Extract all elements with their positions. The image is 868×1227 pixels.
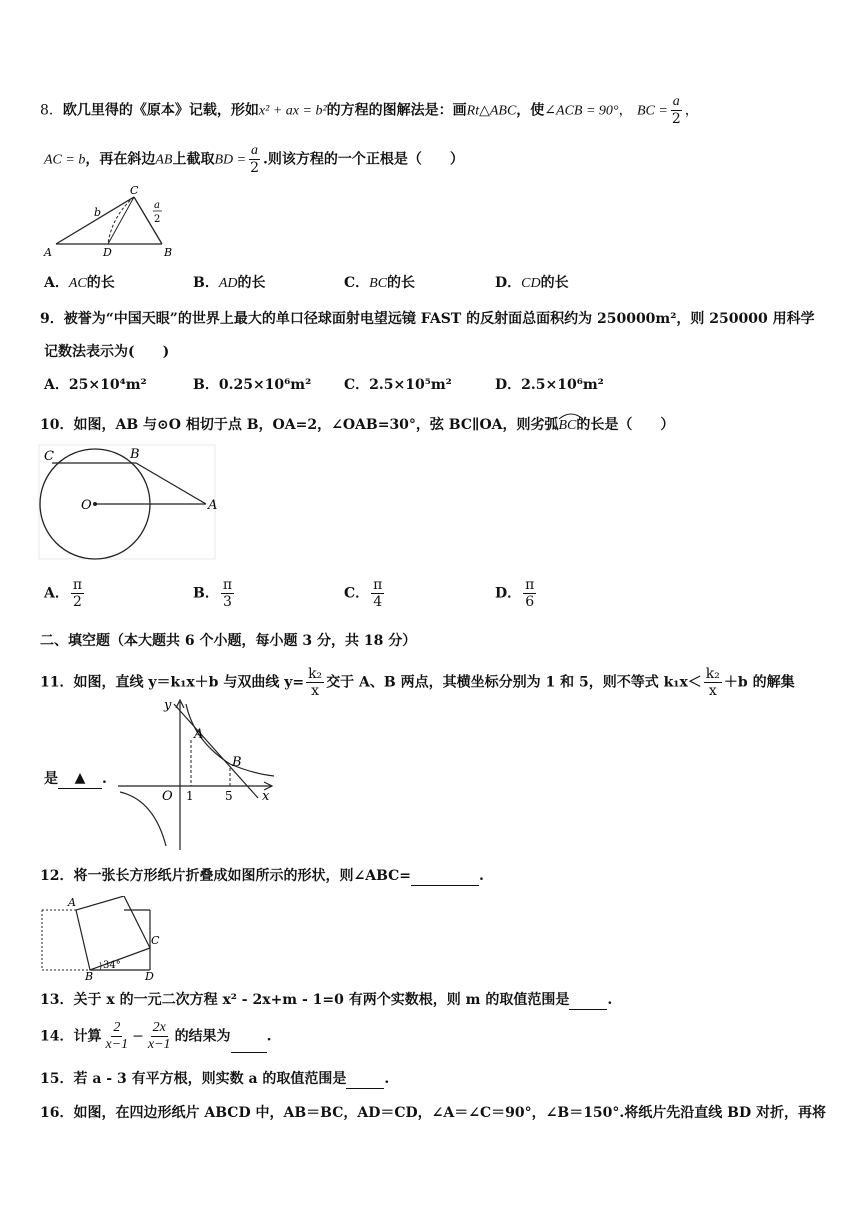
q11-line2: [44, 768, 107, 789]
q11-fraction-2: [704, 666, 722, 699]
q12-period: .: [479, 868, 484, 884]
q11-label-o: O: [162, 789, 173, 804]
q10-arc-mark: [558, 412, 584, 420]
q8-label-D: D: [103, 246, 112, 259]
q14-period: .: [266, 1028, 272, 1045]
q16-line: 16．如图，在四边形纸片 ABCD 中，AB＝BC，AD＝CD，∠A＝∠C＝90°，∠B＝150°.将纸片先沿直线 BD 对折，再将: [40, 1105, 827, 1121]
q8-option-d-text: 的长: [540, 275, 569, 291]
q14-answer-blank[interactable]: [231, 1036, 267, 1053]
q10-label-a: A: [208, 498, 218, 513]
q10-frame: [39, 445, 218, 559]
q8-option-b-key: B．: [193, 275, 219, 291]
q10-option-b-num: π: [222, 577, 233, 593]
q8-bc-num: a: [672, 94, 680, 109]
q13-period: .: [607, 992, 613, 1008]
q11-fraction-1-num: k₂: [308, 666, 323, 682]
q8-bd-num: a: [251, 143, 259, 158]
q10-label-b: B: [130, 447, 140, 462]
q8-option-c: [344, 273, 415, 294]
q8-bc-den: 2: [671, 111, 681, 127]
q10-option-b-key: B．: [193, 585, 219, 602]
q8-angle: ∠ACB = 90°: [544, 103, 619, 119]
q12-figure: [38, 896, 168, 982]
q10-line1: [40, 415, 674, 436]
q8-text-2: 的方程的图解法是：画: [326, 102, 467, 119]
q8-label-A: A: [44, 246, 52, 259]
q11-period: .: [102, 771, 107, 787]
q10-option-c-num: π: [373, 577, 383, 593]
q8-bd-fraction: [248, 143, 261, 176]
q12-label-d: D: [145, 970, 154, 982]
q8-text-1: 欧几里得的《原本》记载，形如: [62, 102, 259, 119]
q8-label-c: C: [130, 184, 139, 197]
q8-bd-den: 2: [250, 160, 259, 176]
q8-comma: ，: [618, 102, 633, 119]
q8-label-a: a: [154, 200, 160, 211]
q10-option-d-den: 6: [525, 594, 535, 610]
q8-label-B: B: [164, 246, 173, 259]
q8-ac: AC = b: [44, 152, 86, 168]
q11-label-5: 5: [225, 789, 233, 803]
q8-figure: [38, 182, 178, 262]
q11-label-x: x: [262, 789, 270, 804]
q8-option-a-key: A．: [44, 275, 69, 291]
q8-equation: x² + ax = b²: [258, 103, 327, 119]
q11-fraction-1: [306, 666, 324, 699]
q8-option-a: [44, 273, 115, 294]
q8-option-c-text: 的长: [387, 275, 416, 291]
q15-line: [40, 1069, 389, 1089]
q10-option-d: [495, 577, 538, 610]
q13-text: 13．关于 x 的一元二次方程 x² - 2x+m - 1=0 有两个实数根，则 m 的取值范围是: [40, 992, 570, 1008]
q9-line1: 9．被誉为“中国天眼”的世界上最大的单口径球面射电望远镜 FAST 的反射面总面积约为 250000m²，则 250000 用科学: [40, 311, 815, 327]
q11-figure: [112, 696, 282, 854]
q8-bc-fraction: [670, 94, 683, 127]
q8-line1: [40, 94, 699, 127]
q10-option-c-fraction: [371, 577, 384, 610]
q11-hyperbola-left: [120, 792, 166, 846]
q10-arc-bc: [559, 416, 577, 436]
q8-option-d-var: CD: [521, 276, 541, 291]
q12-label-angle: 34°: [103, 960, 121, 971]
q10-option-c-key: C．: [344, 585, 370, 602]
q10-option-d-num: π: [525, 577, 535, 593]
q9-option-a-key: A．: [44, 377, 69, 393]
q11-fraction-2-den: x: [708, 683, 717, 699]
q8-text-3: ，使: [516, 102, 545, 119]
q10-option-a: [44, 577, 86, 610]
q10-option-d-key: D．: [495, 585, 522, 602]
q11-line: [174, 704, 258, 798]
q11-text-1: 11．如图，直线 y＝k₁x＋b 与双曲线 y=: [40, 674, 305, 691]
q8-side-ac: [56, 197, 134, 244]
q9-option-b-value: 0.25×10⁶m²: [218, 377, 312, 393]
q12-label-c: C: [151, 934, 160, 947]
q11-label-1: 1: [186, 789, 194, 803]
q11-answer-blank[interactable]: [58, 768, 102, 789]
q10-text-1: 10．如图，AB 与⊙O 相切于点 B，OA=2，∠OAB=30°，弦 BC∥OA，则劣弧: [40, 417, 559, 433]
q14-fraction-2-num: 2x: [152, 1020, 166, 1035]
q10-option-d-fraction: [523, 577, 536, 610]
q10-label-o: O: [81, 498, 92, 513]
q14-text-1: 14．计算: [40, 1028, 102, 1045]
q9-option-b: [193, 375, 311, 395]
q12-label-b: B: [85, 970, 94, 982]
q8-text-6: .则该方程的一个正根是（ ）: [262, 151, 464, 168]
q8-option-d: [495, 273, 569, 294]
q11-line1: [40, 666, 795, 699]
q10-figure: [38, 444, 224, 562]
q8-line2: [44, 143, 464, 176]
q8-option-a-var: AC: [68, 276, 87, 291]
q10-center-dot: [93, 502, 97, 506]
section-2-heading: 二、填空题（本大题共 6 个小题，每小题 3 分，共 18 分）: [40, 633, 417, 649]
q11-fraction-1-den: x: [311, 683, 320, 699]
q10-label-c: C: [44, 449, 54, 464]
q14-text-2: 的结果为: [174, 1028, 231, 1045]
q9-option-b-key: B．: [193, 377, 219, 393]
q8-number: 8．: [40, 102, 63, 119]
q10-option-a-fraction: [71, 577, 84, 610]
q13-line: [40, 990, 612, 1010]
q12-folded-part: [76, 896, 150, 970]
q15-period: .: [384, 1071, 390, 1087]
q9-option-a: [44, 375, 147, 395]
q10-option-b-fraction: [221, 577, 234, 610]
q10-option-b: [193, 577, 236, 610]
q14-fraction-2-den: x−1: [147, 1037, 171, 1052]
q8-comma-2: ，: [684, 102, 699, 119]
q10-option-b-den: 3: [222, 594, 232, 610]
q8-bd: BD =: [214, 152, 247, 168]
q10-option-c: [344, 577, 386, 610]
q9-option-d: [495, 375, 604, 395]
q8-option-b-text: 的长: [237, 275, 266, 291]
q14-fraction-1-num: 2: [113, 1020, 121, 1035]
q9-line2: 记数法表示为( ): [44, 344, 170, 360]
q11-text-3: ＋b 的解集: [723, 674, 795, 691]
q12-label-a: A: [68, 896, 76, 909]
q11-triangle-marker: ▲: [74, 770, 86, 786]
q8-option-d-key: D．: [495, 275, 522, 291]
q11-label-a: A: [194, 727, 204, 742]
q9-option-c: [344, 375, 452, 395]
q8-segment-cd: [108, 197, 134, 244]
q11-text-2: 交于 A、B 两点，其横坐标分别为 1 和 5，则不等式 k₁x＜: [326, 674, 702, 691]
q12-text: 12．将一张长方形纸片折叠成如图所示的形状，则∠ABC=: [40, 868, 412, 884]
q10-option-c-den: 4: [373, 594, 383, 610]
q8-option-b-var: AD: [218, 276, 238, 291]
q14-fraction-1-den: x−1: [105, 1037, 129, 1052]
q8-option-c-key: C．: [344, 275, 370, 291]
q9-option-a-value: 25×10⁴m²: [68, 377, 147, 393]
q8-label-b: b: [94, 206, 102, 219]
q11-text-4: 是: [44, 771, 58, 787]
q11-label-b: B: [232, 755, 242, 770]
q8-option-a-text: 的长: [86, 275, 115, 291]
q10-option-a-den: 2: [73, 594, 82, 610]
q9-option-c-value: 2.5×10⁵m²: [369, 377, 452, 393]
q15-answer-blank[interactable]: [346, 1072, 384, 1089]
q14-fraction-1: [103, 1020, 130, 1053]
q8-bc: BC =: [636, 103, 668, 119]
q9-option-d-value: 2.5×10⁶m²: [521, 377, 604, 393]
q8-option-c-var: BC: [369, 276, 388, 291]
q12-line: [40, 866, 484, 886]
q13-answer-blank[interactable]: [569, 993, 607, 1010]
q10-arc-label: BC: [558, 418, 577, 433]
q12-answer-blank[interactable]: [411, 869, 479, 886]
q14-minus: −: [132, 1028, 144, 1045]
q8-label-two: 2: [154, 214, 161, 225]
q10-option-a-num: π: [72, 577, 83, 593]
q8-ab: AB: [155, 152, 173, 168]
q9-option-c-key: C．: [344, 377, 370, 393]
q9-option-d-key: D．: [495, 377, 522, 393]
q11-label-y: y: [164, 698, 172, 713]
q15-text: 15．若 a - 3 有平方根，则实数 a 的取值范围是: [40, 1071, 347, 1087]
q11-fraction-2-num: k₂: [705, 666, 720, 682]
q10-option-a-key: A．: [44, 585, 69, 602]
q10-text-2: 的长是（ ）: [576, 417, 675, 433]
q8-option-b: [193, 273, 266, 294]
q8-text-5: 上截取: [172, 151, 215, 168]
q8-text-4: ，再在斜边: [85, 151, 156, 168]
q14-line: [40, 1020, 271, 1053]
q8-triangle: Rt△ABC: [466, 103, 517, 119]
q14-fraction-2: [146, 1020, 173, 1053]
